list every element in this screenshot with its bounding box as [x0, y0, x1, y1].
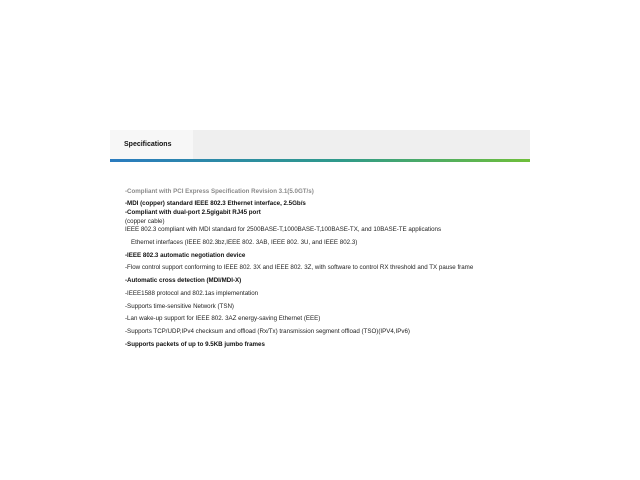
spec-line: -Lan wake-up support for IEEE 802. 3AZ energy-saving Ethernet (EEE)	[125, 315, 321, 322]
specifications-header-bar	[110, 130, 530, 159]
spec-line: -MDI (copper) standard IEEE 802.3 Ethernet interface, 2.5Gb/s	[125, 200, 306, 207]
spec-line: IEEE 802.3 compliant with MDI standard for 2500BASE-T,1000BASE-T,100BASE-TX, and 10BASE-TE applications	[125, 226, 442, 233]
spec-line: Ethernet interfaces (IEEE 802.3bz,IEEE 802. 3AB, IEEE 802. 3U, and IEEE 802.3)	[131, 239, 358, 246]
spec-line: -Supports packets of up to 9.5KB jumbo frames	[125, 341, 265, 348]
spec-line: -Automatic cross detection (MDI/MDI-X)	[125, 277, 242, 284]
spec-line: -Supports time-sensitive Network (TSN)	[125, 303, 234, 310]
spec-line: (copper cable)	[125, 218, 165, 225]
spec-line: -Flow control support conforming to IEEE 802. 3X and IEEE 802. 3Z, with software to control RX threshold and TX pause frame	[125, 264, 474, 271]
spec-line: -Compliant with dual-port 2.5gigabit RJ45 port	[125, 209, 261, 216]
spec-line: -Compliant with PCI Express Specification Revision 3.1(5.0GT/s)	[125, 188, 314, 195]
spec-line: -IEEE1588 protocol and 802.1as implementation	[125, 290, 259, 297]
tab-specifications-label: Specifications	[124, 141, 172, 148]
tab-specifications[interactable]	[110, 130, 193, 159]
spec-line: -Supports TCP/UDP,IPv4 checksum and offload (Rx/Tx) transmission segment offload (TSO)(IPV4,IPv6)	[125, 328, 410, 335]
specifications-underline	[110, 159, 530, 162]
spec-line: -IEEE 802.3 automatic negotiation device	[125, 252, 246, 259]
